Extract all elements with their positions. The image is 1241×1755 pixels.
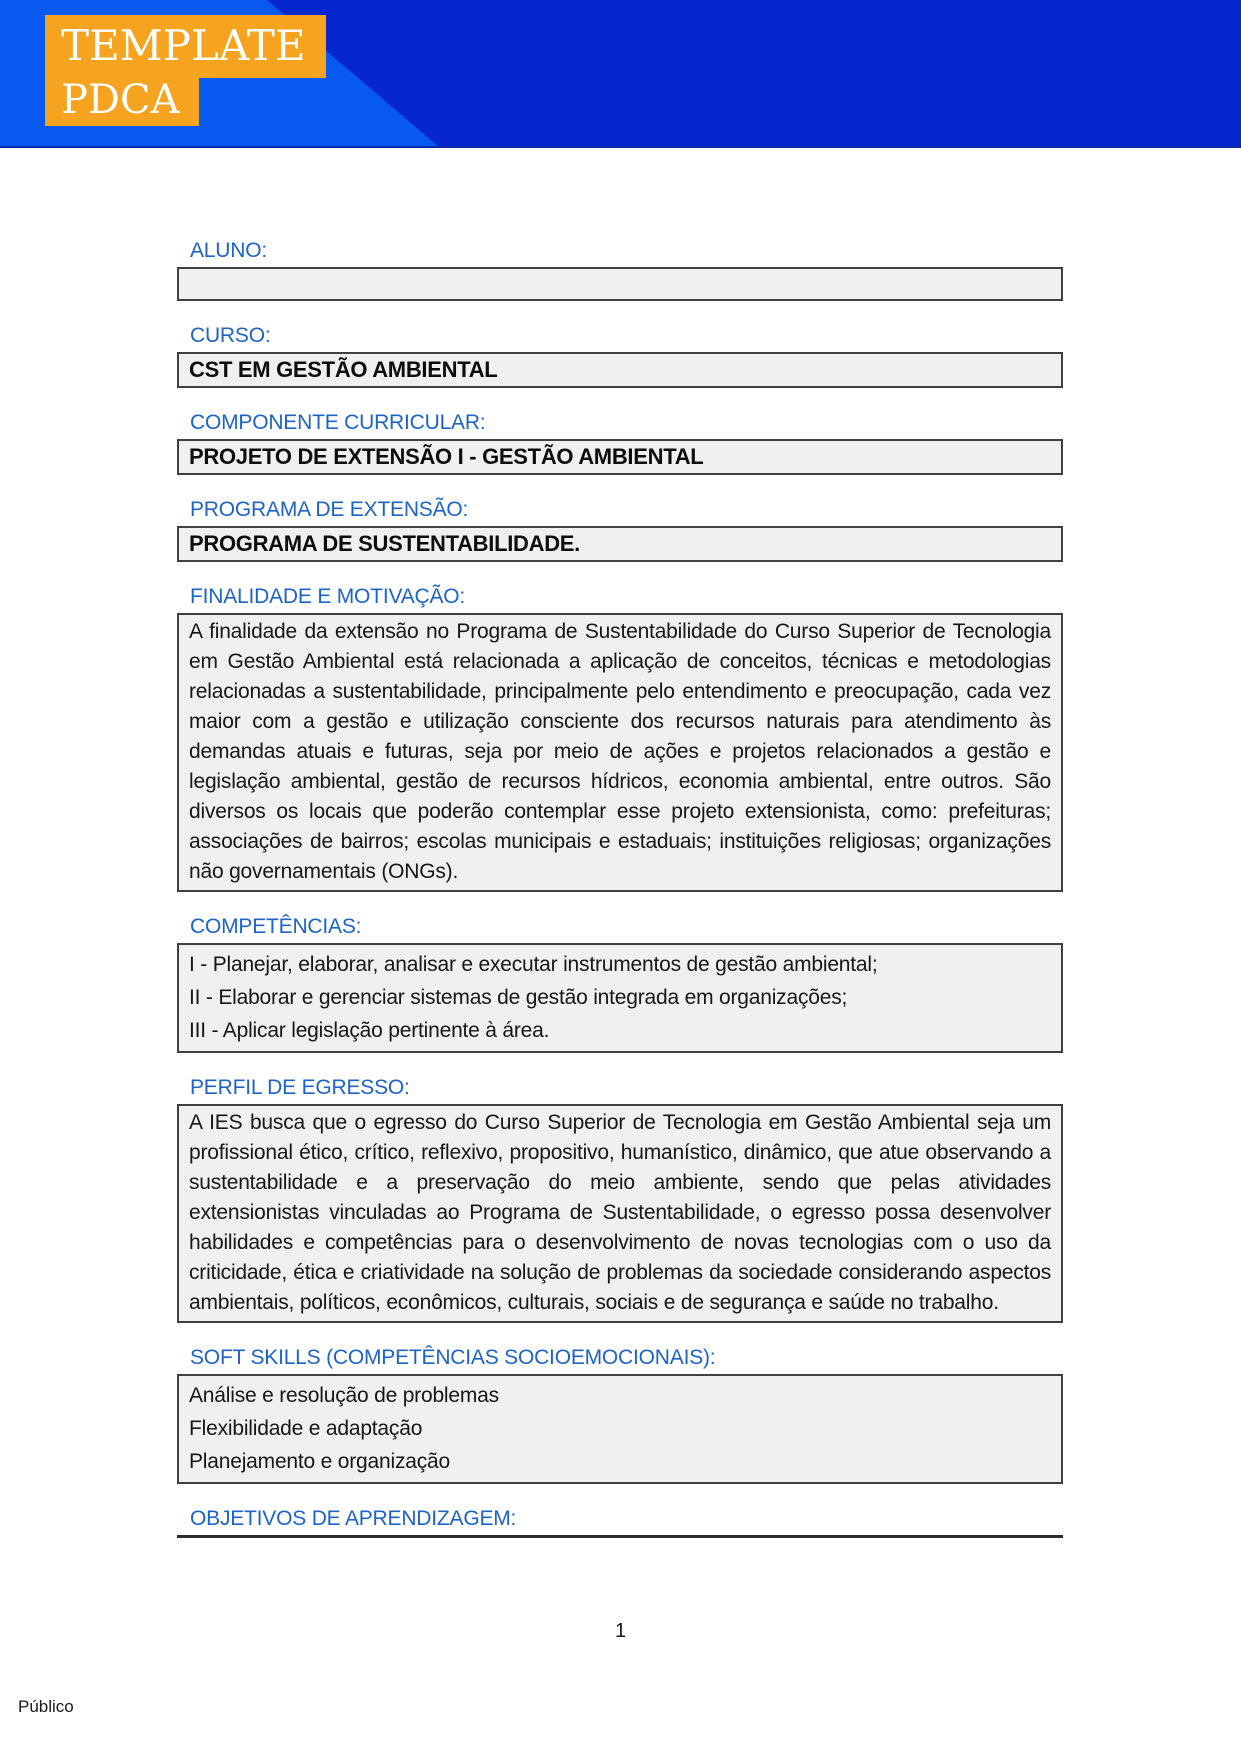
soft-skills-line-2: Flexibilidade e adaptação xyxy=(189,1417,423,1440)
section-componente-curricular xyxy=(177,410,1063,475)
section-competencias xyxy=(177,914,1063,1053)
section-curso xyxy=(177,323,1063,388)
objetivos-aprendizagem-label: OBJETIVOS DE APRENDIZAGEM: xyxy=(190,1507,517,1530)
section-aluno xyxy=(177,238,1063,301)
aluno-field[interactable] xyxy=(177,267,1063,301)
programa-extensao-label: PROGRAMA DE EXTENSÃO: xyxy=(190,498,469,521)
perfil-egresso-field[interactable]: A IES busca que o egresso do Curso Superior de Tecnologia em Gestão Ambiental seja um profissional ético, crítico, reflexivo, propositivo, humanístico, dinâmico, que atue observando a sustentabilidade e a preservação do meio ambiente, sendo que pelas atividades extensionistas vinculadas ao Programa de Sustentabilidade, o egresso possa desenvolver habilidades e competências para o desenvolvimento de novas tecnologias com o uso da criticidade, ética e criatividade na solução de problemas da sociedade considerando aspectos ambientais, políticos, econômicos, culturais, sociais e de segurança e saúde no trabalho. xyxy=(177,1104,1063,1323)
curso-field[interactable]: CST EM GESTÃO AMBIENTAL xyxy=(177,352,1063,388)
header-banner xyxy=(0,0,1241,148)
perfil-egresso-label: PERFIL DE EGRESSO: xyxy=(190,1076,410,1099)
componente-curricular-field[interactable]: PROJETO DE EXTENSÃO I - GESTÃO AMBIENTAL xyxy=(177,439,1063,475)
programa-extensao-field[interactable]: PROGRAMA DE SUSTENTABILIDADE. xyxy=(177,526,1063,562)
soft-skills-label: SOFT SKILLS (COMPETÊNCIAS SOCIOEMOCIONAIS): xyxy=(190,1346,716,1369)
soft-skills-field[interactable] xyxy=(177,1374,1063,1484)
finalidade-motivacao-label: FINALIDADE E MOTIVAÇÃO: xyxy=(190,585,466,608)
finalidade-motivacao-field[interactable]: A finalidade da extensão no Programa de Sustentabilidade do Curso Superior de Tecnologia em Gestão Ambiental está relacionada a aplicação de conceitos, técnicas e metodologias relacionadas a sustentabilidade, principalmente pelo entendimento e preocupação, cada vez maior com a gestão e utilização consciente dos recursos naturais para atendimento às demandas atuais e futuras, seja por meio de ações e projetos relacionados a gestão e legislação ambiental, gestão de recursos hídricos, economia ambiental, entre outros. São diversos os locais que poderão contemplar esse projeto extensionista, como: prefeituras; associações de bairros; escolas municipais e estaduais; instituições religiosas; organizações não governamentais (ONGs). xyxy=(177,613,1063,892)
template-pdca-logo xyxy=(45,15,326,126)
componente-curricular-label: COMPONENTE CURRICULAR: xyxy=(190,411,486,434)
form-content xyxy=(177,238,1063,1538)
soft-skills-line-3: Planejamento e organização xyxy=(189,1450,450,1473)
section-objetivos-aprendizagem xyxy=(177,1506,1063,1538)
section-perfil-egresso xyxy=(177,1075,1063,1323)
classification-label: Público xyxy=(18,1697,74,1716)
logo-text-pdca: PDCA xyxy=(45,78,199,126)
objetivos-divider-line xyxy=(177,1535,1063,1538)
competencias-field[interactable] xyxy=(177,943,1063,1053)
competencias-line-1: I - Planejar, elaborar, analisar e executar instrumentos de gestão ambiental; xyxy=(189,953,878,976)
page-number: 1 xyxy=(614,1620,627,1642)
section-programa-extensao xyxy=(177,497,1063,562)
competencias-line-2: II - Elaborar e gerenciar sistemas de gestão integrada em organizações; xyxy=(189,986,848,1009)
competencias-line-3: III - Aplicar legislação pertinente à área. xyxy=(189,1019,550,1042)
soft-skills-line-1: Análise e resolução de problemas xyxy=(189,1384,499,1407)
curso-label: CURSO: xyxy=(190,324,271,347)
logo-text-template: TEMPLATE xyxy=(45,15,326,78)
section-soft-skills xyxy=(177,1345,1063,1484)
competencias-label: COMPETÊNCIAS: xyxy=(190,915,362,938)
aluno-label: ALUNO: xyxy=(190,239,267,262)
section-finalidade-motivacao xyxy=(177,584,1063,892)
